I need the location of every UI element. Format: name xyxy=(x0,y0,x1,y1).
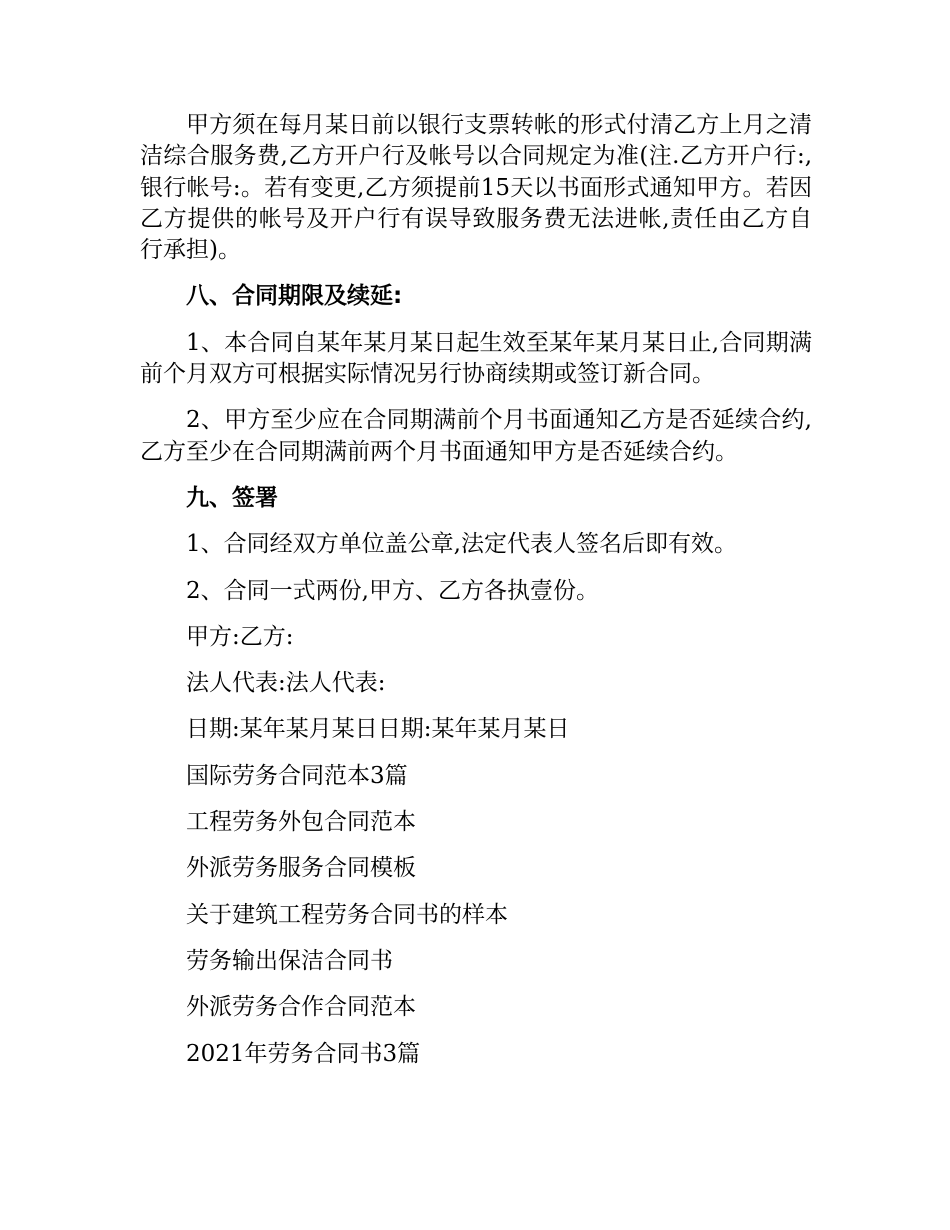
payment-clause-paragraph: 甲方须在每月某日前以银行支票转帐的形式付清乙方上月之清洁综合服务费,乙方开户行及帐号以合同规定为准(注.乙方开户行:,银行帐号:。若有变更,乙方须提前15天以书面形式通知甲方。若因乙方提供的帐号及开户行有误导致服务费无法进帐,责任由乙方自行承担)。 xyxy=(140,112,812,264)
related-doc-link[interactable]: 国际劳务合同范本3篇 xyxy=(186,762,408,789)
section-9-item-1: 1、合同经双方单位盖公章,法定代表人签名后即有效。 xyxy=(186,531,737,558)
related-doc-link[interactable]: 外派劳务服务合同模板 xyxy=(186,855,416,882)
signature-party-line: 甲方:乙方: xyxy=(186,623,294,650)
related-doc-link[interactable]: 劳务输出保洁合同书 xyxy=(186,947,393,974)
section-8-item-2: 2、甲方至少应在合同期满前个月书面通知乙方是否延续合约,乙方至少在合同期满前两个月书面通知甲方是否延续合约。 xyxy=(140,407,812,465)
related-doc-link[interactable]: 2021年劳务合同书3篇 xyxy=(186,1040,421,1067)
section-8-heading: 八、合同期限及续延: xyxy=(186,283,403,310)
related-doc-link[interactable]: 外派劳务合作合同范本 xyxy=(186,994,416,1021)
document-body xyxy=(140,110,812,1085)
section-9-item-2: 2、合同一式两份,甲方、乙方各执壹份。 xyxy=(186,577,599,604)
signature-date-line: 日期:某年某月某日日期:某年某月某日 xyxy=(186,716,570,743)
section-9-heading: 九、签署 xyxy=(186,484,278,511)
related-doc-link[interactable]: 关于建筑工程劳务合同书的样本 xyxy=(186,901,508,928)
signature-representative-line: 法人代表:法人代表: xyxy=(186,670,386,697)
section-8-item-1: 1、本合同自某年某月某日起生效至某年某月某日止,合同期满前个月双方可根据实际情况另行协商续期或签订新合同。 xyxy=(140,329,812,388)
related-doc-link[interactable]: 工程劳务外包合同范本 xyxy=(186,809,416,836)
